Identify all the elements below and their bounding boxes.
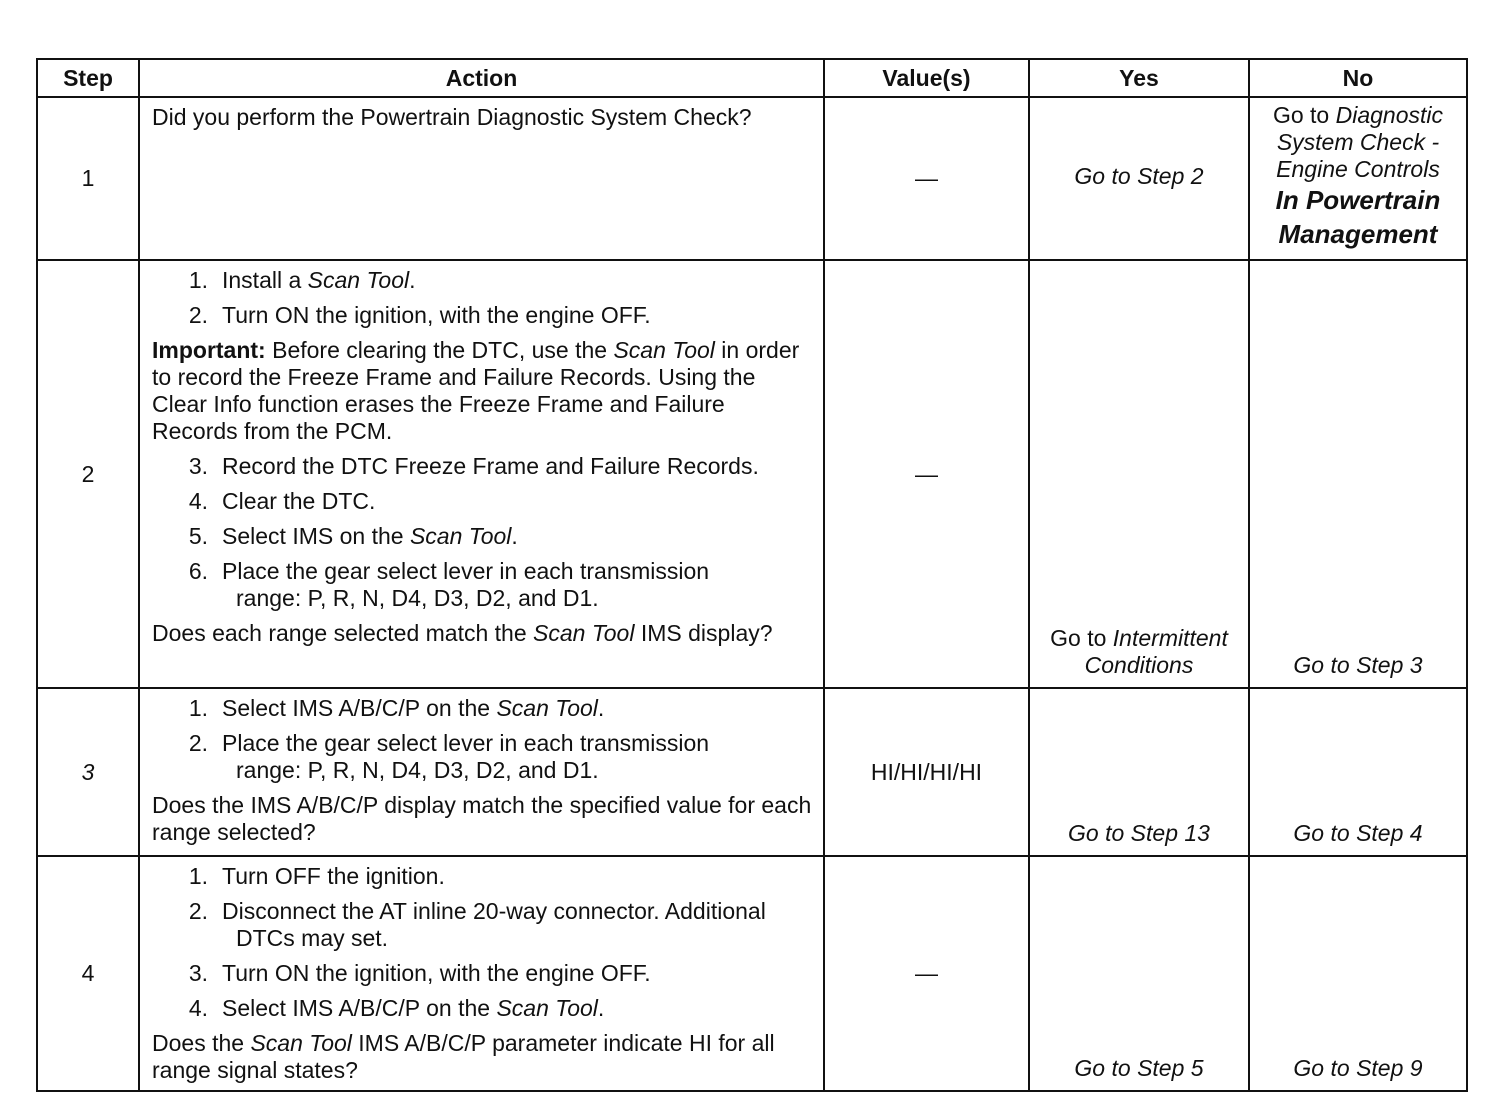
list-item: 3. Record the DTC Freeze Frame and Failure Records. [188, 453, 759, 479]
step-number: 3 [37, 688, 139, 856]
header-step: Step [37, 59, 139, 97]
diagnostic-table [36, 58, 1468, 1092]
yes-cell [1029, 260, 1249, 688]
action-cell [139, 856, 824, 1091]
list-item: 4. Clear the DTC. [188, 488, 376, 514]
list-item: 1. Select IMS A/B/C/P on the Scan Tool. [188, 695, 605, 721]
action-cell [139, 688, 824, 856]
value-cell: — [824, 260, 1029, 688]
no-cell [1249, 97, 1467, 260]
action-question: Does the IMS A/B/C/P display match the specified value for each range selected? [152, 792, 812, 845]
no-link[interactable]: Go to Step 4 [1293, 820, 1423, 846]
list-item: 5. Select IMS on the Scan Tool. [188, 523, 518, 549]
no-link[interactable]: Go to Diagnostic System Check - Engine Controls In Powertrain Management [1272, 102, 1444, 249]
list-item: 1. Install a Scan Tool. [188, 267, 416, 293]
yes-link[interactable]: Go to Step 5 [1074, 1055, 1204, 1081]
table-row [37, 260, 1467, 688]
step-number: 1 [37, 97, 139, 260]
action-cell [139, 260, 824, 688]
yes-cell [1029, 856, 1249, 1091]
header-no: No [1249, 59, 1467, 97]
step-number: 4 [37, 856, 139, 1091]
header-action: Action [139, 59, 824, 97]
header-yes: Yes [1029, 59, 1249, 97]
value-cell: HI/HI/HI/HI [824, 688, 1029, 856]
header-values: Value(s) [824, 59, 1029, 97]
list-item: 1. Turn OFF the ignition. [188, 863, 445, 889]
list-item: 6. Place the gear select lever in each transmission range: P, R, N, D4, D3, D2, and D1. [188, 558, 710, 611]
value-cell: — [824, 97, 1029, 260]
important-note: Important: Before clearing the DTC, use the Scan Tool in order to record the Freeze Frame and Failure Records. Using the Clear Info function erases the Freeze Frame and Failure Records from the PCM. [152, 337, 800, 444]
yes-cell [1029, 97, 1249, 260]
yes-link[interactable]: Go to Step 13 [1068, 820, 1210, 846]
action-question: Does each range selected match the Scan Tool IMS display? [152, 620, 773, 646]
list-item: 2. Turn ON the ignition, with the engine OFF. [188, 302, 651, 328]
table-row [37, 97, 1467, 260]
list-item: 2. Place the gear select lever in each transmission range: P, R, N, D4, D3, D2, and D1. [188, 730, 710, 783]
yes-cell [1029, 688, 1249, 856]
action-question: Did you perform the Powertrain Diagnostic System Check? [152, 104, 752, 130]
list-item: 2. Disconnect the AT inline 20-way connector. Additional DTCs may set. [188, 898, 766, 951]
table-row [37, 688, 1467, 856]
value-cell: — [824, 856, 1029, 1091]
no-cell [1249, 688, 1467, 856]
no-link[interactable]: Go to Step 9 [1293, 1055, 1423, 1081]
yes-link[interactable]: Go to Intermittent Conditions [1050, 625, 1228, 678]
list-item: 4. Select IMS A/B/C/P on the Scan Tool. [188, 995, 605, 1021]
action-cell [139, 97, 824, 260]
step-number: 2 [37, 260, 139, 688]
no-cell [1249, 260, 1467, 688]
action-question: Does the Scan Tool IMS A/B/C/P parameter indicate HI for all range signal states? [152, 1030, 775, 1083]
yes-link[interactable]: Go to Step 2 [1074, 163, 1204, 189]
no-link[interactable]: Go to Step 3 [1293, 652, 1423, 678]
table-row [37, 856, 1467, 1091]
list-item: 3. Turn ON the ignition, with the engine OFF. [188, 960, 651, 986]
header-row [37, 59, 1467, 97]
no-cell [1249, 856, 1467, 1091]
